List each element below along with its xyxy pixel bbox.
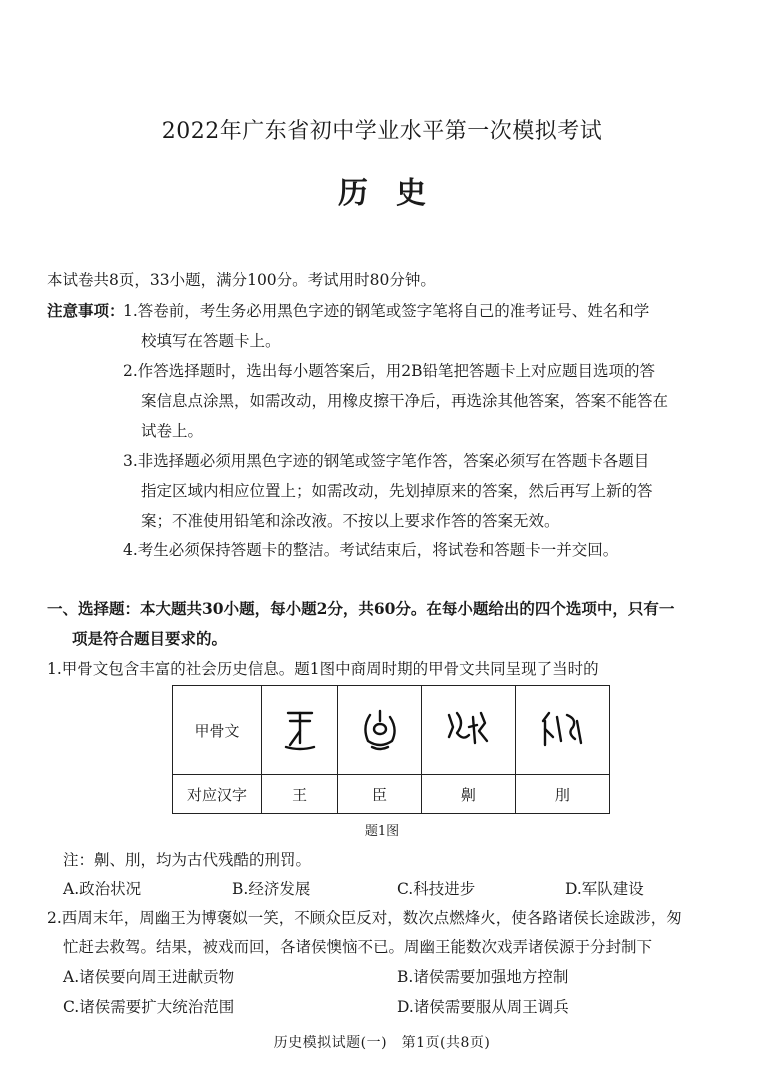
section-1-heading-line-1: 一、选择题：本大题共30小题，每小题2分，共60分。在每小题给出的四个选项中，只有一 (47, 599, 675, 618)
character-cell: 王 (262, 775, 338, 814)
notice-item-3-line-3: 案；不准使用铅笔和涂改液。不按以上要求作答的答案无效。 (141, 512, 560, 530)
page-footer: 历史模拟试题(一) 第1页(共8页) (273, 1035, 491, 1051)
notice-item-4-line-1: 4.考生必须保持答题卡的整洁。考试结束后，将试卷和答题卡一并交回。 (123, 541, 619, 559)
oracle-yi-icon (421, 686, 515, 775)
section-1-heading-line-2: 项是符合题目要求的。 (72, 629, 228, 648)
table-row (173, 686, 610, 775)
oracle-chen-icon (338, 686, 421, 775)
notice-item-3-line-1: 3.非选择题必须用黑色字迹的钢笔或签字笔作答，答案必须写在答题卡各题目 (123, 452, 650, 470)
figure-caption: 题1图 (364, 824, 400, 839)
notice-item-1-line-1: 1.答卷前，考生务必用黑色字迹的钢笔或签字笔将自己的准考证号、姓名和学 (123, 302, 650, 320)
q2-option-a[interactable]: A.诸侯要向周王进献贡物 (63, 968, 235, 986)
exam-intro: 本试卷共8页，33小题，满分100分。考试用时80分钟。 (47, 271, 436, 289)
oracle-bone-table (172, 685, 610, 814)
q2-stem-line-1: 2.西周末年，周幽王为博褒姒一笑，不顾众臣反对，数次点燃烽火，使各路诸侯长途跋涉，匆 (47, 909, 682, 927)
table-row (173, 775, 610, 814)
notice-label: 注意事项： (47, 301, 125, 320)
exam-title: 2022年广东省初中学业水平第一次模拟考试 (161, 119, 603, 144)
q2-option-d[interactable]: D.诸侯需要服从周王调兵 (397, 998, 569, 1016)
q2-stem-line-2: 忙赶去救驾。结果，被戏而回，各诸侯懊恼不已。周幽王能数次戏弄诸侯源于分封制下 (63, 938, 653, 956)
character-cell: 臣 (338, 775, 421, 814)
q2-option-c[interactable]: C.诸侯需要扩大统治范围 (63, 998, 235, 1016)
q1-option-d[interactable]: D.军队建设 (565, 880, 644, 898)
q1-stem: 1.甲骨文包含丰富的社会历史信息。题1图中商周时期的甲骨文共同呈现了当时的 (47, 660, 599, 678)
notice-item-1-line-2: 校填写在答题卡上。 (141, 332, 281, 350)
q1-option-c[interactable]: C.科技进步 (397, 880, 476, 898)
oracle-yue-icon (515, 686, 609, 775)
q1-option-a[interactable]: A.政治状况 (63, 880, 142, 898)
notice-item-2-line-1: 2.作答选择题时，选出每小题答案后，用2B铅笔把答题卡上对应题目选项的答 (123, 362, 656, 380)
subject-title: 历史 (338, 176, 454, 211)
notice-item-3-line-2: 指定区域内相应位置上；如需改动，先划掉原来的答案，然后再写上新的答 (141, 482, 653, 500)
q1-option-b[interactable]: B.经济发展 (232, 880, 311, 898)
oracle-wang-icon (262, 686, 338, 775)
notice-item-2-line-2: 案信息点涂黑，如需改动，用橡皮擦干净后，再选涂其他答案，答案不能答在 (141, 392, 669, 410)
q2-option-b[interactable]: B.诸侯需要加强地方控制 (397, 968, 569, 986)
character-cell: 劓 (421, 775, 515, 814)
q1-note: 注：劓、刖，均为古代残酷的刑罚。 (63, 851, 312, 869)
character-cell: 刖 (515, 775, 609, 814)
row-header-character: 对应汉字 (173, 775, 262, 814)
row-header-oracle: 甲骨文 (173, 686, 262, 775)
notice-item-2-line-3: 试卷上。 (141, 422, 204, 440)
